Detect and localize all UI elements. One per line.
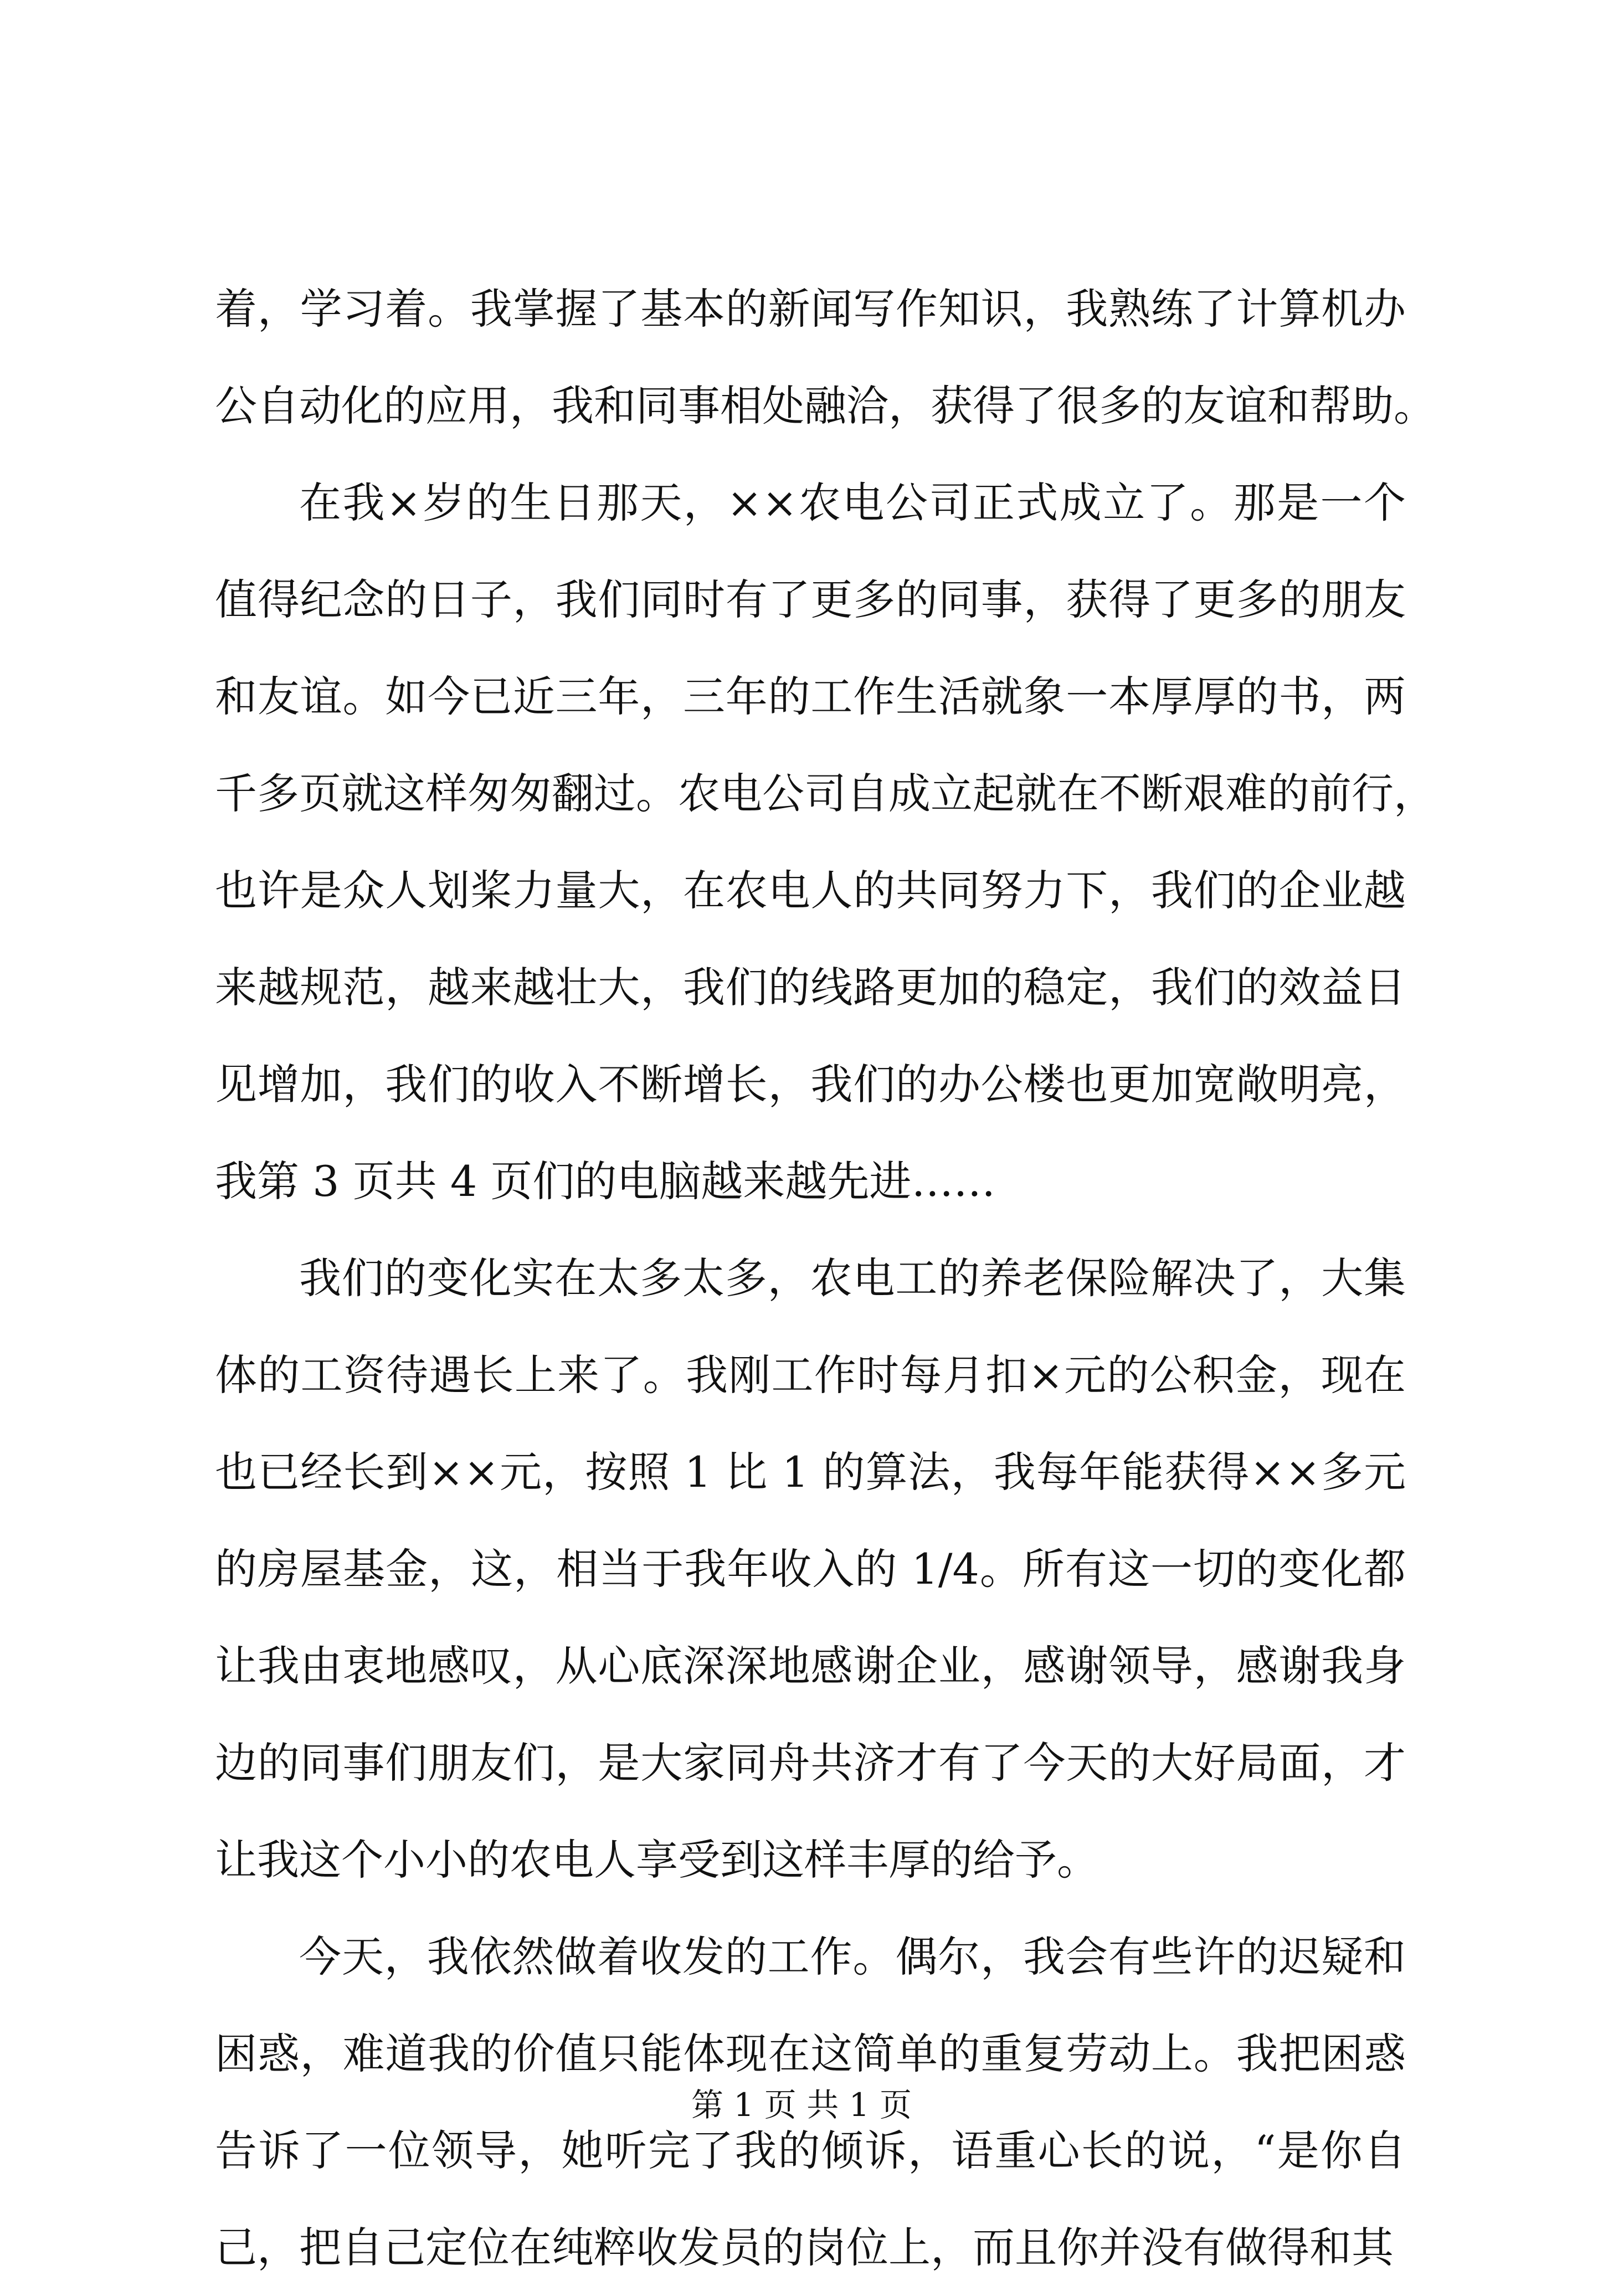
text-line: 也许是众人划桨力量大，在农电人的共同努力下，我们的企业越 <box>215 866 1406 915</box>
text-line: 让我由衷地感叹，从心底深深地感谢企业，感谢领导，感谢我身 <box>215 1641 1406 1691</box>
text-line: 来越规范，越来越壮大，我们的线路更加的稳定，我们的效益日 <box>215 963 1406 1012</box>
text-line: 公自动化的应用，我和同事相处融洽，获得了很多的友谊和帮助。 <box>215 381 1436 430</box>
text-line: 和友谊。如今已近三年，三年的工作生活就象一本厚厚的书，两 <box>215 672 1406 721</box>
text-line: 值得纪念的日子，我们同时有了更多的同事，获得了更多的朋友 <box>215 575 1406 624</box>
paragraph <box>215 454 1436 1230</box>
page-footer: 第 1 页 共 1 页 <box>691 2086 912 2124</box>
text-line: 见增加，我们的收入不断增长，我们的办公楼也更加宽敞明亮， <box>215 1060 1406 1109</box>
text-line: 让我这个小小的农电人享受到这样丰厚的给予。 <box>215 1835 1099 1884</box>
document-body <box>215 260 1436 2296</box>
text-line: 我第 3 页共 4 页们的电脑越来越先进…… <box>215 1157 996 1206</box>
paragraph <box>215 260 1436 454</box>
text-line: 边的同事们朋友们，是大家同舟共济才有了今天的大好局面，才 <box>215 1738 1406 1788</box>
text-line: 在我×岁的生日那天，××农电公司正式成立了。那是一个 <box>299 478 1406 527</box>
text-line: 体的工资待遇长上来了。我刚工作时每月扣×元的公积金，现在 <box>215 1350 1406 1400</box>
text-line: 今天，我依然做着收发的工作。偶尔，我会有些许的迟疑和 <box>299 1932 1406 1981</box>
text-line: 着，学习着。我掌握了基本的新闻写作知识，我熟练了计算机办 <box>215 284 1406 333</box>
text-line: 告诉了一位领导，她听完了我的倾诉，语重心长的说，“是你自 <box>215 2126 1406 2175</box>
text-line: 千多页就这样匆匆翻过。农电公司自成立起就在不断艰难的前行， <box>215 769 1436 818</box>
text-line: 的房屋基金，这，相当于我年收入的 1/4。所有这一切的变化都 <box>215 1544 1406 1594</box>
text-line: 也已经长到××元，按照 1 比 1 的算法，我每年能获得××多元 <box>215 1447 1406 1497</box>
text-line: 困惑，难道我的价值只能体现在这简单的重复劳动上。我把困惑 <box>215 2029 1406 2078</box>
text-line: 己，把自己定位在纯粹收发员的岗位上，而且你并没有做得和其 <box>215 2223 1394 2272</box>
paragraph <box>215 1230 1406 1908</box>
text-line: 我们的变化实在太多太多，农电工的养老保险解决了，大集 <box>299 1254 1406 1303</box>
